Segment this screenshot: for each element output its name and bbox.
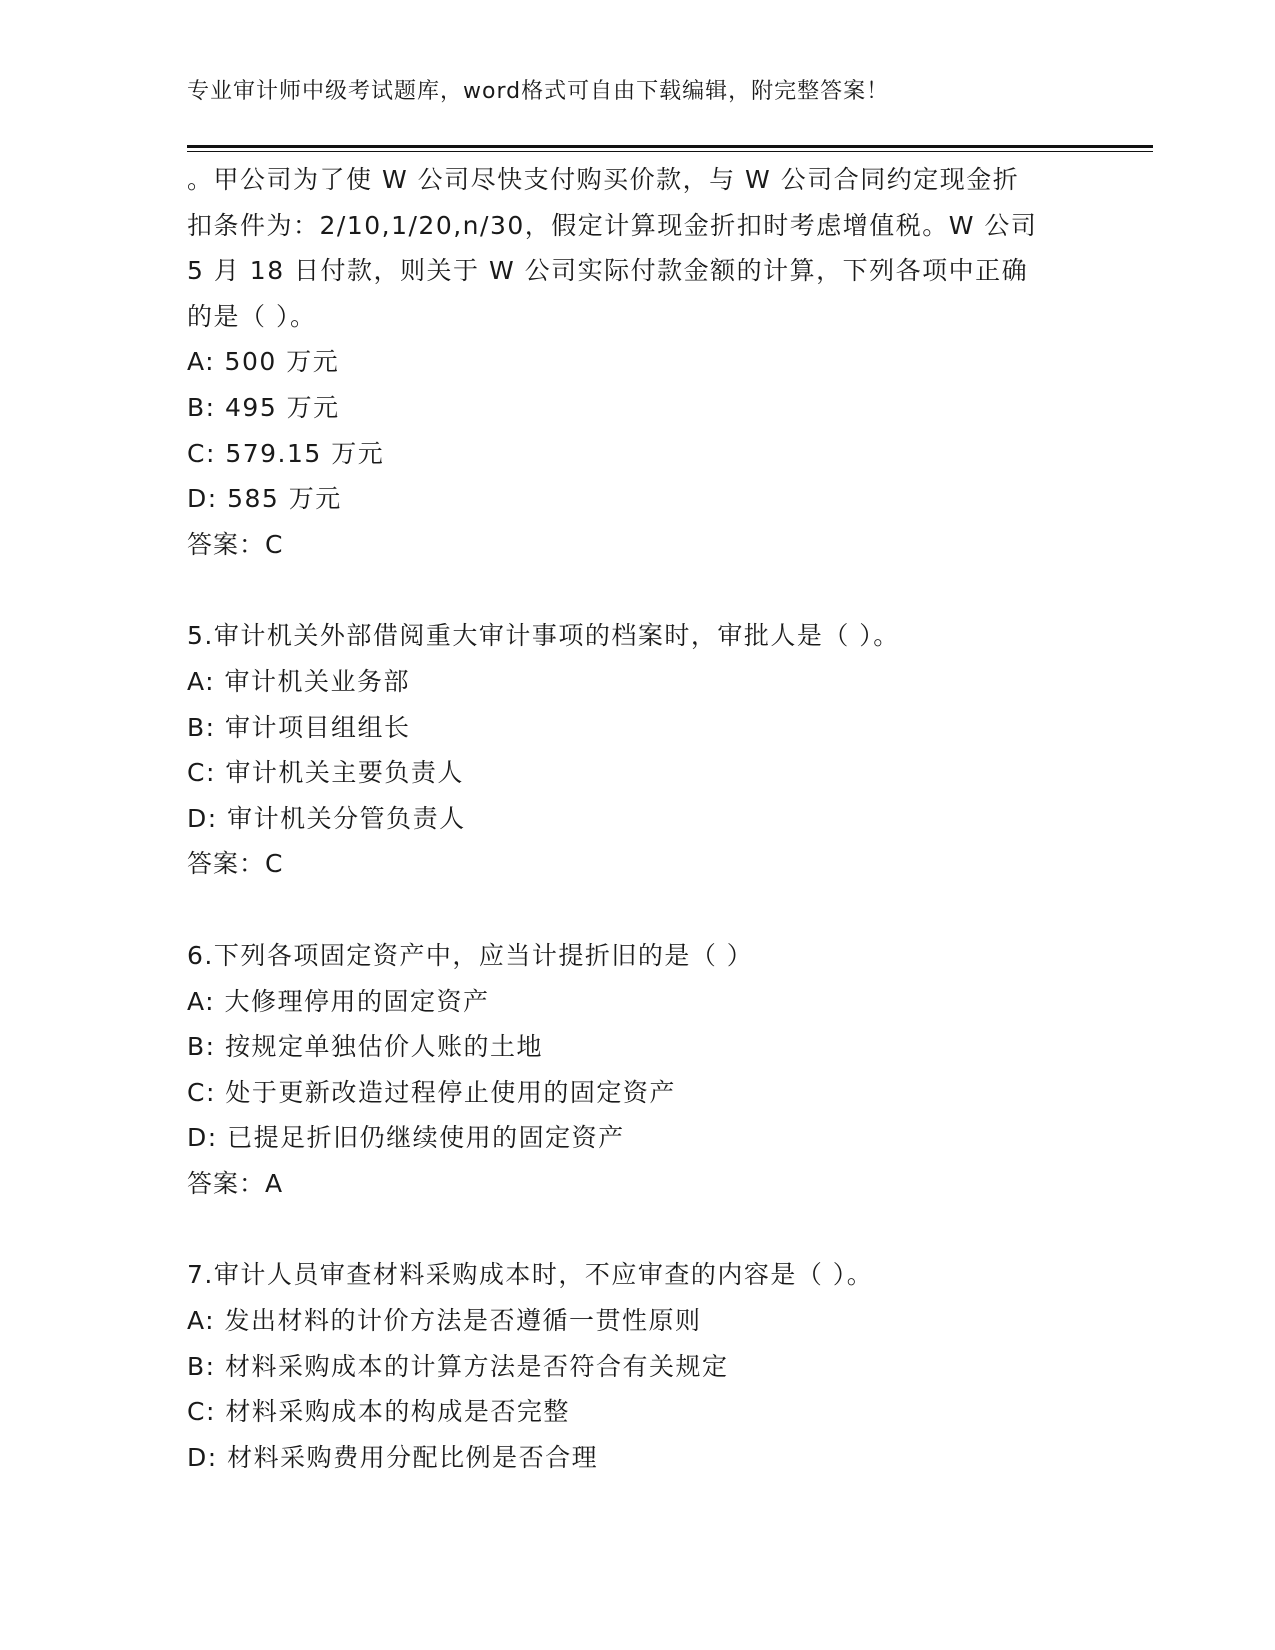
- header-rule-thin: [187, 151, 1153, 152]
- question-stem-line: 5 月 18 日付款，则关于 W 公司实际付款金额的计算，下列各项中正确: [187, 256, 1029, 286]
- question-stem-line: 扣条件为：2/10,1/20,n/30，假定计算现金折扣时考虑增值税。W 公司: [187, 210, 1038, 240]
- option-c: C: 579.15 万元: [187, 438, 385, 468]
- header-rule-thick: [187, 145, 1153, 148]
- option-b: B: 材料采购成本的计算方法是否符合有关规定: [187, 1351, 729, 1381]
- question-stem-line: 。甲公司为了使 W 公司尽快支付购买价款，与 W 公司合同约定现金折: [187, 165, 1020, 194]
- spacer: [187, 1206, 1087, 1252]
- option-c: C: 处于更新改造过程停止使用的固定资产: [187, 1077, 676, 1107]
- option-a: A: 大修理停用的固定资产: [187, 986, 490, 1016]
- question-stem: 7.审计人员审查材料采购成本时，不应审查的内容是（ ）。: [187, 1260, 874, 1290]
- question-5: [187, 613, 1087, 887]
- question-stem: 6.下列各项固定资产中，应当计提折旧的是（ ）: [187, 940, 754, 970]
- option-d: D: 已提足折旧仍继续使用的固定资产: [187, 1123, 625, 1153]
- answer-label: 答案：A: [187, 1168, 284, 1198]
- question-6: [187, 933, 1087, 1207]
- question-list: [187, 157, 1087, 1480]
- option-c: C: 材料采购成本的构成是否完整: [187, 1397, 570, 1427]
- question-stem-line: 的是（ ）。: [187, 301, 317, 331]
- option-a: A: 500 万元: [187, 347, 340, 377]
- option-b: B: 审计项目组组长: [187, 712, 411, 742]
- spacer: [187, 887, 1087, 933]
- option-b: B: 495 万元: [187, 392, 340, 422]
- option-c: C: 审计机关主要负责人: [187, 758, 464, 788]
- option-a: A: 发出材料的计价方法是否遵循一贯性原则: [187, 1306, 702, 1336]
- spacer: [187, 567, 1087, 613]
- question-7: [187, 1252, 1087, 1480]
- question-4: [187, 157, 1087, 567]
- option-d: D: 审计机关分管负责人: [187, 803, 466, 833]
- page-header: 专业审计师中级考试题库，word格式可自由下载编辑，附完整答案！: [187, 79, 890, 104]
- option-a: A: 审计机关业务部: [187, 666, 411, 696]
- option-d: D: 585 万元: [187, 484, 342, 514]
- option-b: B: 按规定单独估价人账的土地: [187, 1032, 544, 1062]
- option-d: D: 材料采购费用分配比例是否合理: [187, 1442, 599, 1472]
- answer-label: 答案：C: [187, 529, 284, 559]
- question-stem: 5.审计机关外部借阅重大审计事项的档案时，审批人是（ ）。: [187, 621, 900, 651]
- answer-label: 答案：C: [187, 849, 284, 879]
